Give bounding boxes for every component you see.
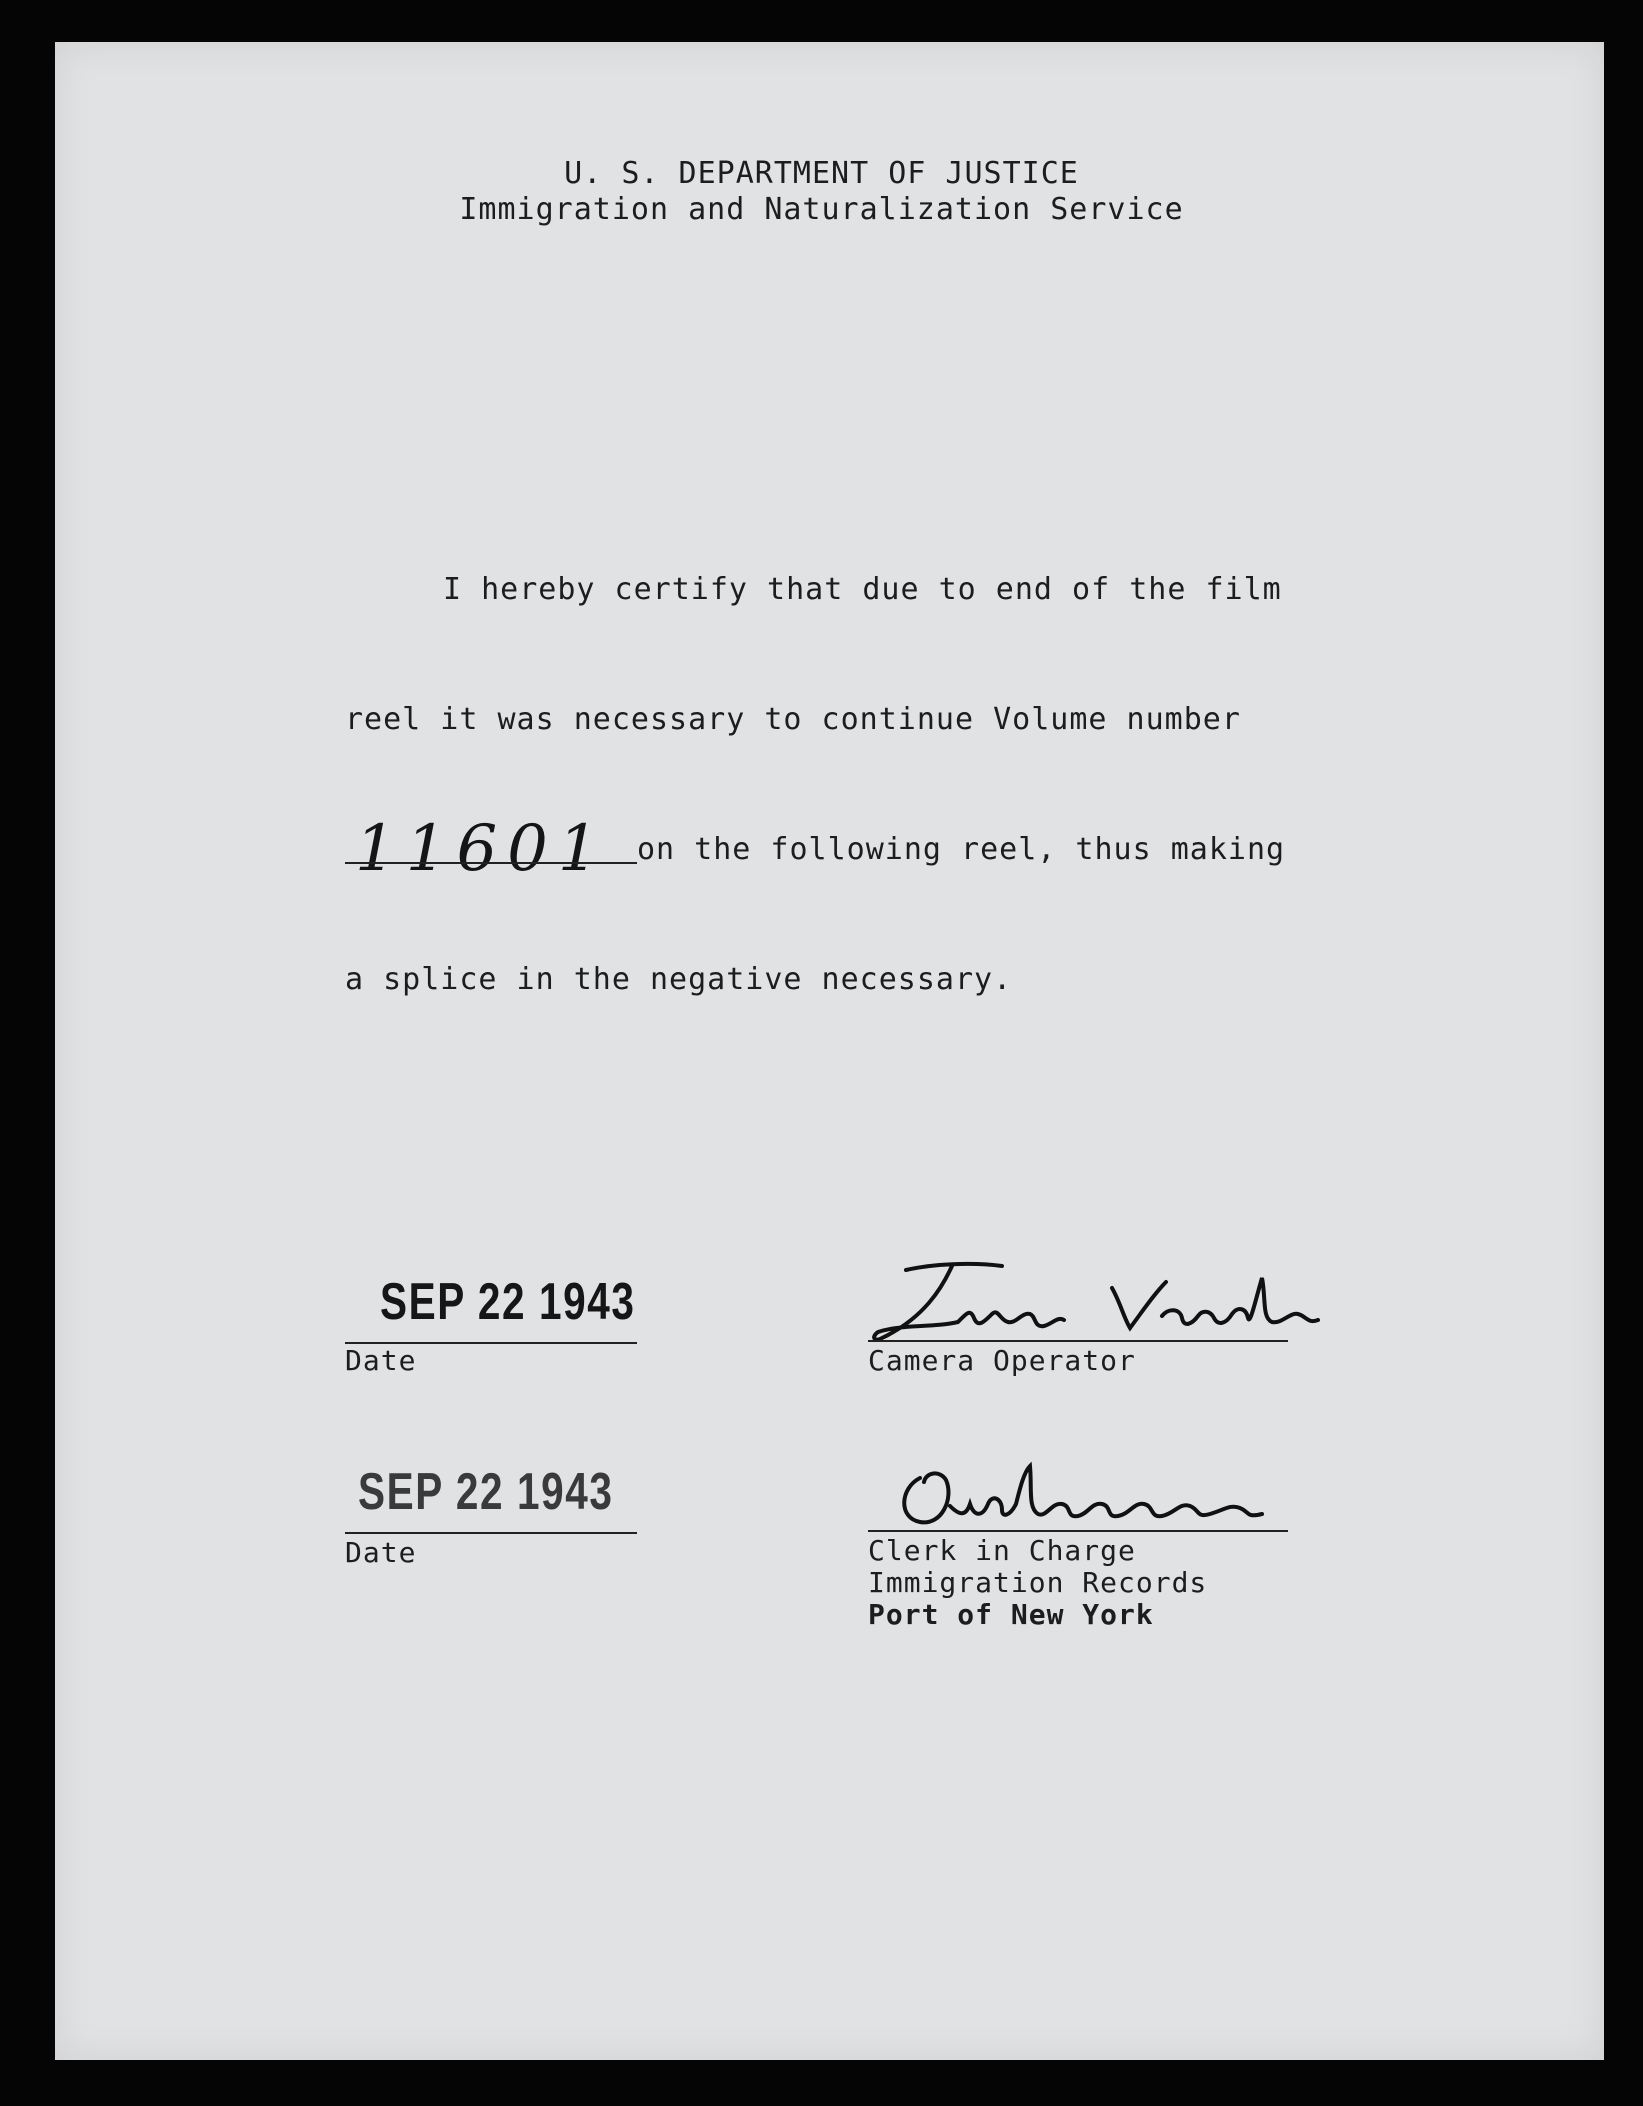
camera-operator-label: Camera Operator [868, 1344, 1136, 1377]
date-stamp-1: SEP 22 1943 [380, 1273, 636, 1331]
service-title: Immigration and Naturalization Service [459, 192, 1184, 227]
certificate-line-3: on the following reel, thus making [637, 832, 1286, 867]
volume-number-underline [345, 862, 637, 864]
date-label-1: Date [345, 1344, 417, 1377]
department-title: U. S. DEPARTMENT OF JUSTICE [564, 156, 1079, 191]
volume-number-handwritten: 11601 [355, 812, 609, 886]
clerk-label-line-2: Immigration Records [868, 1566, 1208, 1599]
clerk-label-line-3: Port of New York [868, 1598, 1154, 1631]
date-label-2: Date [345, 1536, 417, 1569]
paper-sheet [55, 42, 1604, 2060]
camera-operator-signature [862, 1258, 1332, 1348]
certificate-line-1: I hereby certify that due to end of the film [443, 572, 1282, 607]
clerk-label-line-1: Clerk in Charge [868, 1534, 1136, 1567]
camera-operator-line [868, 1340, 1288, 1342]
clerk-signature [890, 1458, 1290, 1538]
certificate-line-2: reel it was necessary to continue Volume number [345, 702, 1241, 737]
date-stamp-2: SEP 22 1943 [358, 1463, 614, 1521]
clerk-line [868, 1530, 1288, 1532]
certificate-line-4: a splice in the negative necessary. [345, 962, 1013, 997]
date-line-2 [345, 1532, 637, 1534]
